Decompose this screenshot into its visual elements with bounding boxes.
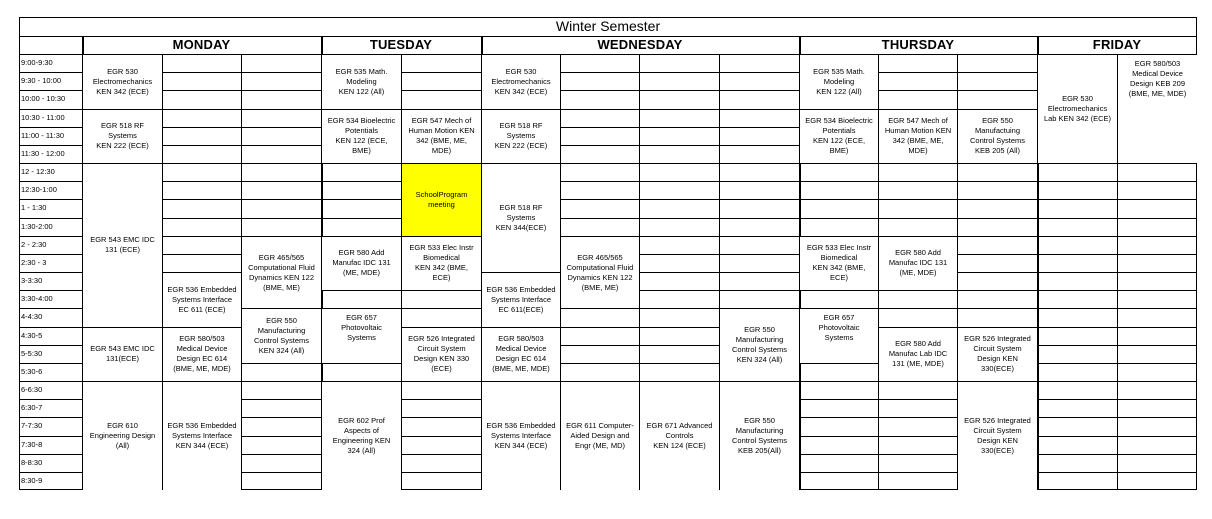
class-block: EGR 543 EMC IDC 131(ECE) [83, 328, 162, 382]
class-block: EGR 580/503 Medical Device Design EC 614 (BME, ME, MDE) [482, 328, 560, 382]
class-block: EGR 526 Integrated Circuit System Design KEN 330 (ECE) [402, 328, 481, 382]
class-block: EGR 518 RF Systems KEN 222 (ECE) [83, 110, 162, 164]
title-divider [19, 36, 1197, 37]
time-slot-label: 11:00 - 11:30 [21, 130, 65, 140]
class-block: EGR 526 Integrated Circuit System Design KEN 330(ECE) [958, 328, 1037, 382]
row-divider [19, 163, 1197, 164]
class-block: EGR 550 Manufacturing Control Systems KEB 205(All) [720, 382, 799, 490]
class-block: EGR 536 Embedded Systems Interface EC 611(ECE) [482, 273, 560, 327]
time-slot-label: 5-5:30 [21, 348, 43, 358]
row-divider [19, 72, 1197, 73]
row-divider [19, 218, 1197, 219]
class-block: EGR 535 Math. Modeling KEN 122 (All) [800, 55, 878, 109]
class-block: EGR 580/503 Medical Device Design KEB 209 (BME, ME, MDE) [1118, 55, 1197, 163]
class-block: EGR 518 RF Systems KEN 344(ECE) [482, 164, 560, 272]
class-block: EGR 550 Manufacturing Control Systems KEN 324 (All) [720, 309, 799, 381]
day-header-tuesday: TUESDAY [369, 37, 433, 52]
class-block: EGR 530 Electromechanics Lab KEN 342 (ECE) [1038, 55, 1117, 163]
time-slot-label: 10:30 - 11:00 [21, 112, 65, 122]
class-block: EGR 530 Electromechanics KEN 342 (ECE) [83, 55, 162, 109]
class-block: EGR 536 Embedded Systems Interface KEN 344 (ECE) [163, 382, 241, 490]
time-slot-label: 3-3:30 [21, 276, 43, 286]
class-block: EGR 550 Manufactuing Control Systems KEB 205 (All) [958, 110, 1037, 164]
class-block: EGR 533 Elec Instr Biomedical KEN 342 (BME, ECE) [800, 237, 878, 291]
class-block: EGR 465/565 Computational Fluid Dynamics KEN 122 (BME, ME) [561, 237, 639, 309]
time-slot-label: 2:30 - 3 [21, 257, 47, 267]
class-block: EGR 547 Mech of Human Motion KEN 342 (BME, ME, MDE) [879, 110, 957, 164]
class-block: EGR 534 Bioelectric Potentials KEN 122 (ECE, BME) [322, 110, 401, 164]
row-divider [19, 90, 1197, 91]
day-header-wednesday: WEDNESDAY [597, 37, 683, 52]
class-block: EGR 465/565 Computational Fluid Dynamics KEN 122 (BME, ME) [242, 237, 321, 309]
class-block: EGR 518 RF Systems KEN 222 (ECE) [482, 110, 560, 164]
time-slot-label: 3:30-4:00 [21, 294, 53, 304]
class-block: SchoolProgram meeting [402, 164, 481, 236]
class-block: EGR 526 Integrated Circuit System Design KEN 330(ECE) [958, 382, 1037, 490]
class-block: EGR 533 Elec Instr Biomedical KEN 342 (BME, ECE) [402, 237, 481, 291]
class-block: EGR 535 Math. Modeling KEN 122 (All) [322, 55, 401, 109]
class-block: EGR 536 Embedded Systems Interface EC 611 (ECE) [163, 273, 241, 327]
class-block: EGR 611 Computer- Aided Design and Engr (ME, MD) [561, 382, 639, 490]
time-slot-label: 8-8:30 [21, 457, 43, 467]
class-block: EGR 543 EMC IDC 131 (ECE) [83, 164, 162, 327]
time-slot-label: 4:30-5 [21, 330, 43, 340]
time-slot-label: 1 - 1:30 [21, 203, 47, 213]
time-slot-label: 7-7:30 [21, 421, 43, 431]
class-block: EGR 530 Electromechanics KEN 342 (ECE) [482, 55, 560, 109]
class-block: EGR 657 Photovoltaic Systems [800, 309, 878, 363]
time-slot-label: 12 - 12:30 [21, 167, 55, 177]
time-slot-label: 11:30 - 12:00 [21, 148, 65, 158]
time-slot-label: 2 - 2:30 [21, 239, 47, 249]
class-block: EGR 657 Photovoltaic Systems [322, 309, 401, 363]
row-divider [19, 199, 1197, 200]
time-slot-label: 7:30-8 [21, 439, 43, 449]
semester-title: Winter Semester [555, 18, 661, 34]
time-slot-label: 5:30-6 [21, 366, 43, 376]
time-slot-label: 6-6:30 [21, 385, 43, 395]
header-divider [19, 54, 1197, 55]
time-slot-label: 12:30-1:00 [21, 185, 57, 195]
time-slot-label: 4-4:30 [21, 312, 43, 322]
class-block: EGR 610 Engineering Design (All) [83, 382, 162, 490]
class-block: EGR 580 Add Manufac IDC 131 (ME, MDE) [322, 237, 401, 291]
class-block: EGR 580 Add Manufac Lab IDC 131 (ME, MDE) [879, 328, 957, 382]
class-block: EGR 550 Manufacturing Control Systems KEN 324 (All) [242, 309, 321, 363]
class-block: EGR 580 Add Manufac IDC 131 (ME, MDE) [879, 237, 957, 291]
time-slot-label: 8:30-9 [21, 475, 43, 485]
day-header-friday: FRIDAY [1092, 37, 1142, 52]
time-slot-label: 9:00-9:30 [21, 58, 53, 67]
row-divider [19, 181, 1197, 182]
class-block: EGR 580/503 Medical Device Design EC 614 (BME, ME, MDE) [163, 328, 241, 382]
class-block: EGR 536 Embedded Systems Interface KEN 344 (ECE) [482, 382, 560, 490]
time-slot-label: 9:30 - 10:00 [21, 76, 62, 86]
time-slot-label: 10:00 - 10:30 [21, 94, 66, 104]
class-block: EGR 602 Prof Aspects of Engineering KEN 324 (All) [322, 382, 401, 490]
class-block: EGR 671 Advanced Controls KEN 124 (ECE) [640, 382, 719, 490]
schedule-grid [19, 17, 1197, 490]
class-block: EGR 547 Mech of Human Motion KEN 342 (BME, ME, MDE) [402, 110, 481, 164]
time-slot-label: 6:30-7 [21, 403, 43, 413]
time-slot-label: 1:30-2:00 [21, 221, 53, 231]
day-header-monday: MONDAY [172, 37, 231, 52]
day-header-thursday: THURSDAY [881, 37, 955, 52]
class-block: EGR 534 Bioelectric Potentials KEN 122 (ECE, BME) [800, 110, 878, 164]
